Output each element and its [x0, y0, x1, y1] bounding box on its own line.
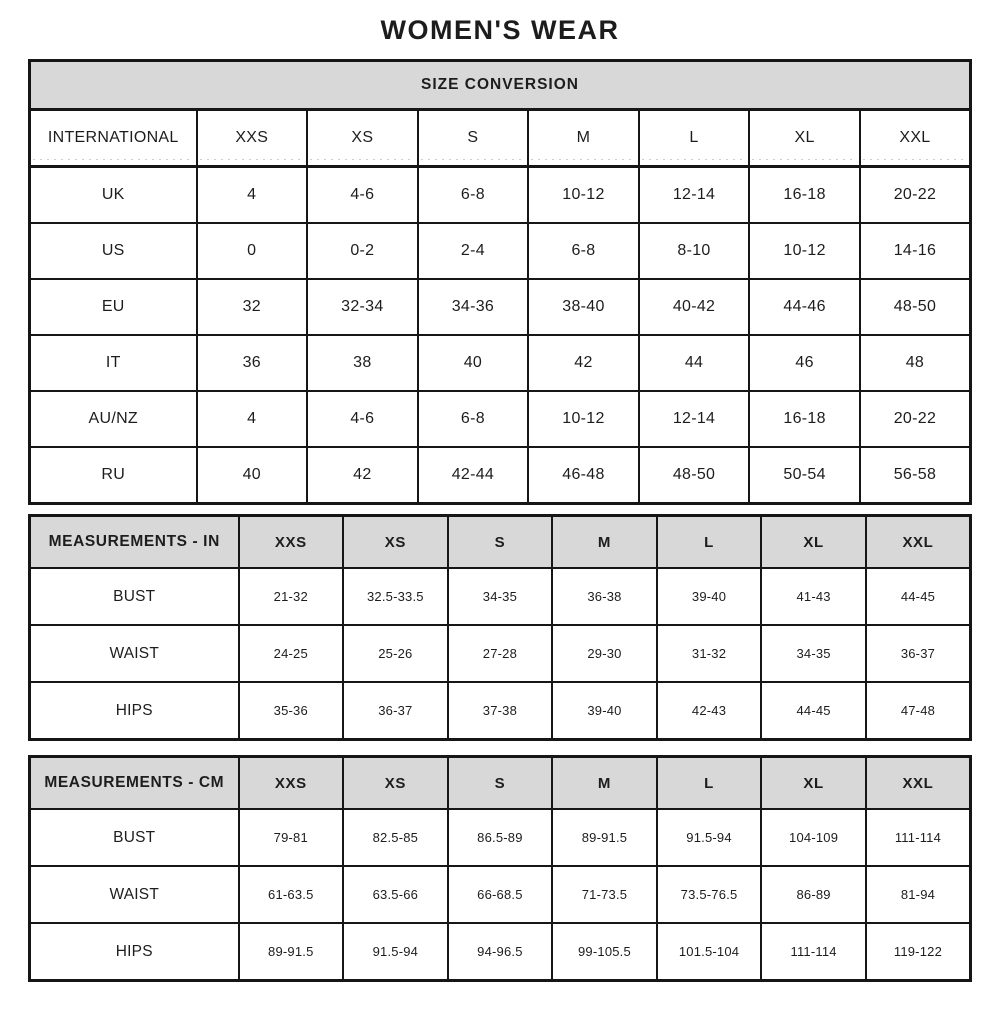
value-cell: 50-54 — [749, 447, 860, 504]
value-cell: 40-42 — [639, 279, 750, 335]
value-cell: 111-114 — [866, 809, 971, 866]
row-header-column-title: INTERNATIONAL — [30, 110, 197, 167]
value-cell: 8-10 — [639, 223, 750, 279]
table-banner-title: SIZE CONVERSION — [30, 61, 971, 110]
value-cell: 38-40 — [528, 279, 639, 335]
row-label: UK — [30, 167, 197, 224]
measurements-in-table — [28, 514, 972, 741]
row-label: WAIST — [30, 866, 239, 923]
value-cell: 42 — [307, 447, 418, 504]
value-cell: 91.5-94 — [657, 809, 762, 866]
table-row — [30, 568, 971, 625]
value-cell: 10-12 — [528, 391, 639, 447]
value-cell: 35-36 — [239, 682, 344, 740]
value-cell: 44-45 — [761, 682, 866, 740]
measurements-cm-table — [28, 755, 972, 982]
value-cell: 91.5-94 — [343, 923, 448, 981]
value-cell: 39-40 — [657, 568, 762, 625]
value-cell: 4 — [197, 167, 308, 224]
table-row — [30, 625, 971, 682]
header-row — [30, 516, 971, 569]
size-column-header: M — [528, 110, 639, 167]
value-cell: 104-109 — [761, 809, 866, 866]
value-cell: 21-32 — [239, 568, 344, 625]
value-cell: 34-36 — [418, 279, 529, 335]
size-column-header: XL — [761, 516, 866, 569]
size-conversion-table — [28, 59, 972, 505]
size-column-header: M — [552, 516, 657, 569]
table-row — [30, 923, 971, 981]
size-column-header: XS — [307, 110, 418, 167]
value-cell: 0 — [197, 223, 308, 279]
value-cell: 0-2 — [307, 223, 418, 279]
table-row — [30, 809, 971, 866]
value-cell: 12-14 — [639, 391, 750, 447]
value-cell: 44-46 — [749, 279, 860, 335]
value-cell: 99-105.5 — [552, 923, 657, 981]
value-cell: 86.5-89 — [448, 809, 553, 866]
value-cell: 42-44 — [418, 447, 529, 504]
value-cell: 36-37 — [343, 682, 448, 740]
value-cell: 89-91.5 — [239, 923, 344, 981]
value-cell: 34-35 — [761, 625, 866, 682]
value-cell: 36-38 — [552, 568, 657, 625]
size-column-header: XXS — [197, 110, 308, 167]
value-cell: 46-48 — [528, 447, 639, 504]
size-column-header: L — [639, 110, 750, 167]
value-cell: 40 — [197, 447, 308, 504]
value-cell: 12-14 — [639, 167, 750, 224]
row-label: IT — [30, 335, 197, 391]
value-cell: 79-81 — [239, 809, 344, 866]
value-cell: 111-114 — [761, 923, 866, 981]
row-label: EU — [30, 279, 197, 335]
size-column-header: XXS — [239, 516, 344, 569]
value-cell: 48-50 — [860, 279, 971, 335]
value-cell: 71-73.5 — [552, 866, 657, 923]
row-label: WAIST — [30, 625, 239, 682]
size-column-header: XXL — [860, 110, 971, 167]
value-cell: 27-28 — [448, 625, 553, 682]
value-cell: 10-12 — [528, 167, 639, 224]
row-header-column-title: MEASUREMENTS - CM — [30, 757, 239, 810]
table-row — [30, 447, 971, 504]
row-label: HIPS — [30, 923, 239, 981]
row-label: US — [30, 223, 197, 279]
row-label: RU — [30, 447, 197, 504]
value-cell: 86-89 — [761, 866, 866, 923]
value-cell: 39-40 — [552, 682, 657, 740]
table-row — [30, 335, 971, 391]
value-cell: 44-45 — [866, 568, 971, 625]
value-cell: 81-94 — [866, 866, 971, 923]
size-column-header: XL — [761, 757, 866, 810]
value-cell: 41-43 — [761, 568, 866, 625]
value-cell: 20-22 — [860, 167, 971, 224]
value-cell: 73.5-76.5 — [657, 866, 762, 923]
value-cell: 14-16 — [860, 223, 971, 279]
value-cell: 25-26 — [343, 625, 448, 682]
value-cell: 31-32 — [657, 625, 762, 682]
value-cell: 32-34 — [307, 279, 418, 335]
value-cell: 66-68.5 — [448, 866, 553, 923]
row-label: HIPS — [30, 682, 239, 740]
size-column-header: S — [448, 757, 553, 810]
value-cell: 56-58 — [860, 447, 971, 504]
value-cell: 82.5-85 — [343, 809, 448, 866]
value-cell: 32 — [197, 279, 308, 335]
value-cell: 36 — [197, 335, 308, 391]
value-cell: 34-35 — [448, 568, 553, 625]
value-cell: 63.5-66 — [343, 866, 448, 923]
size-column-header: XS — [343, 757, 448, 810]
value-cell: 4 — [197, 391, 308, 447]
value-cell: 119-122 — [866, 923, 971, 981]
size-column-header: S — [448, 516, 553, 569]
value-cell: 16-18 — [749, 167, 860, 224]
value-cell: 4-6 — [307, 167, 418, 224]
value-cell: 101.5-104 — [657, 923, 762, 981]
table-row — [30, 866, 971, 923]
value-cell: 38 — [307, 335, 418, 391]
size-column-header: XXL — [866, 516, 971, 569]
value-cell: 2-4 — [418, 223, 529, 279]
value-cell: 47-48 — [866, 682, 971, 740]
size-column-header: L — [657, 757, 762, 810]
value-cell: 20-22 — [860, 391, 971, 447]
value-cell: 6-8 — [528, 223, 639, 279]
value-cell: 4-6 — [307, 391, 418, 447]
value-cell: 16-18 — [749, 391, 860, 447]
value-cell: 48-50 — [639, 447, 750, 504]
row-header-column-title: MEASUREMENTS - IN — [30, 516, 239, 569]
value-cell: 6-8 — [418, 391, 529, 447]
value-cell: 24-25 — [239, 625, 344, 682]
value-cell: 48 — [860, 335, 971, 391]
value-cell: 36-37 — [866, 625, 971, 682]
size-column-header: XS — [343, 516, 448, 569]
table-banner-row — [30, 61, 971, 110]
value-cell: 89-91.5 — [552, 809, 657, 866]
size-column-header: M — [552, 757, 657, 810]
value-cell: 10-12 — [749, 223, 860, 279]
value-cell: 42 — [528, 335, 639, 391]
row-label: BUST — [30, 568, 239, 625]
value-cell: 46 — [749, 335, 860, 391]
header-row — [30, 757, 971, 810]
page-title: WOMEN'S WEAR — [380, 15, 620, 45]
table-row — [30, 391, 971, 447]
value-cell: 40 — [418, 335, 529, 391]
size-column-header: S — [418, 110, 529, 167]
table-row — [30, 167, 971, 224]
value-cell: 6-8 — [418, 167, 529, 224]
value-cell: 37-38 — [448, 682, 553, 740]
value-cell: 94-96.5 — [448, 923, 553, 981]
table-row — [30, 223, 971, 279]
table-row — [30, 279, 971, 335]
value-cell: 29-30 — [552, 625, 657, 682]
size-column-header: XXL — [866, 757, 971, 810]
size-column-header: XXS — [239, 757, 344, 810]
row-label: AU/NZ — [30, 391, 197, 447]
value-cell: 32.5-33.5 — [343, 568, 448, 625]
size-column-header: XL — [749, 110, 860, 167]
value-cell: 61-63.5 — [239, 866, 344, 923]
size-column-header: L — [657, 516, 762, 569]
value-cell: 42-43 — [657, 682, 762, 740]
value-cell: 44 — [639, 335, 750, 391]
row-label: BUST — [30, 809, 239, 866]
header-row — [30, 110, 971, 167]
table-row — [30, 682, 971, 740]
